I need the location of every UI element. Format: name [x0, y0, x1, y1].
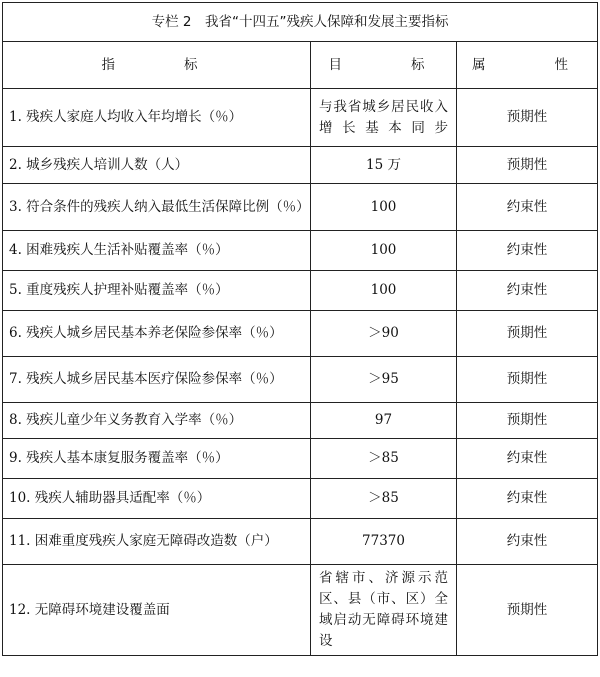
indicator-cell: 6. 残疾人城乡居民基本养老保险参保率（％）: [3, 311, 311, 357]
attribute-cell: 约束性: [457, 519, 598, 565]
attribute-cell: 约束性: [457, 184, 598, 231]
table-row: [3, 89, 598, 147]
attribute-cell: 预期性: [457, 89, 598, 147]
indicator-cell: 1. 残疾人家庭人均收入年均增长（％）: [3, 89, 311, 147]
indicator-cell: 4. 困难残疾人生活补贴覆盖率（％）: [3, 231, 311, 271]
table-title: 专栏 2 我省“十四五”残疾人保障和发展主要指标: [3, 3, 598, 42]
table-row: [3, 403, 598, 439]
indicator-cell: 11. 困难重度残疾人家庭无障碍改造数（户）: [3, 519, 311, 565]
title-row: [3, 3, 598, 42]
indicator-cell: 2. 城乡残疾人培训人数（人）: [3, 147, 311, 184]
attribute-cell: 约束性: [457, 231, 598, 271]
attribute-cell: 约束性: [457, 271, 598, 311]
table-row: [3, 231, 598, 271]
header-row: [3, 42, 598, 89]
indicator-cell: 5. 重度残疾人护理补贴覆盖率（％）: [3, 271, 311, 311]
indicator-cell: 8. 残疾儿童少年义务教育入学率（％）: [3, 403, 311, 439]
attribute-cell: 预期性: [457, 403, 598, 439]
table-row: [3, 519, 598, 565]
table-body: [3, 89, 598, 656]
target-cell: ＞85: [311, 439, 457, 479]
target-cell: 100: [311, 271, 457, 311]
attribute-cell: 预期性: [457, 565, 598, 656]
target-cell: 100: [311, 231, 457, 271]
table-row: [3, 147, 598, 184]
attribute-cell: 约束性: [457, 439, 598, 479]
indicator-cell: 7. 残疾人城乡居民基本医疗保险参保率（％）: [3, 357, 311, 403]
indicator-cell: 9. 残疾人基本康复服务覆盖率（％）: [3, 439, 311, 479]
table-row: [3, 479, 598, 519]
target-cell: 77370: [311, 519, 457, 565]
attribute-cell: 预期性: [457, 311, 598, 357]
table-row: [3, 357, 598, 403]
attribute-cell: 约束性: [457, 479, 598, 519]
indicator-cell: 3. 符合条件的残疾人纳入最低生活保障比例（％）: [3, 184, 311, 231]
target-cell: 100: [311, 184, 457, 231]
target-cell: 97: [311, 403, 457, 439]
table-row: [3, 184, 598, 231]
table-row: [3, 311, 598, 357]
indicators-table: [2, 2, 598, 656]
table-row: [3, 439, 598, 479]
target-cell: 与我省城乡居民收入增长基本同步: [311, 89, 457, 147]
indicator-cell: 12. 无障碍环境建设覆盖面: [3, 565, 311, 656]
target-cell: ＞85: [311, 479, 457, 519]
attribute-cell: 预期性: [457, 147, 598, 184]
attribute-cell: 预期性: [457, 357, 598, 403]
table-row: [3, 271, 598, 311]
header-target: 目 标: [311, 42, 457, 89]
target-cell: 省辖市、济源示范区、县（市、区）全域启动无障碍环境建设: [311, 565, 457, 656]
target-cell: ＞90: [311, 311, 457, 357]
target-cell: ＞95: [311, 357, 457, 403]
header-attribute: 属 性: [457, 42, 598, 89]
indicator-cell: 10. 残疾人辅助器具适配率（％）: [3, 479, 311, 519]
table-row: [3, 565, 598, 656]
target-cell: 15 万: [311, 147, 457, 184]
header-indicator: 指 标: [3, 42, 311, 89]
